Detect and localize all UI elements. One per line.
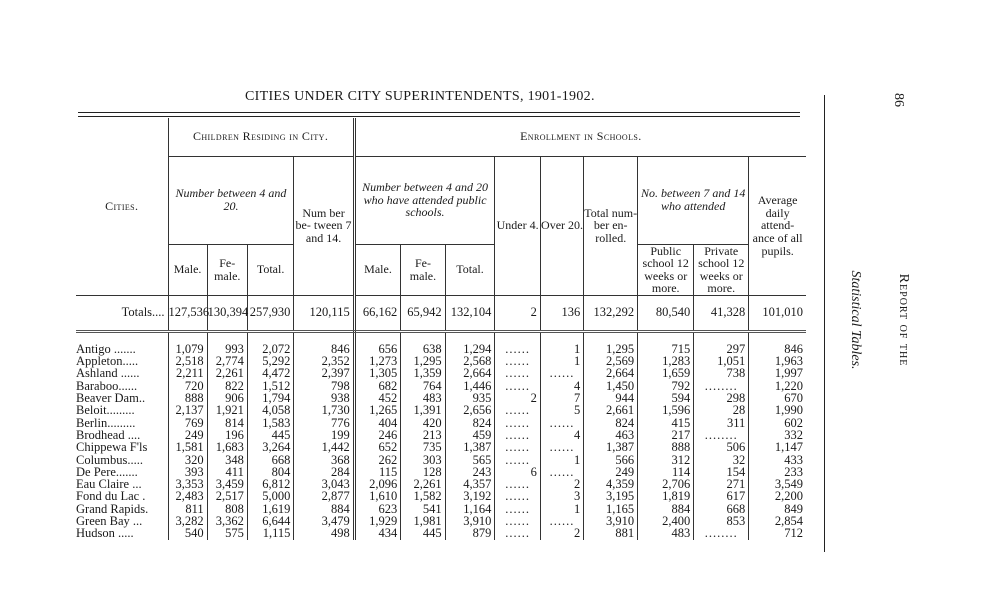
margin-rule [824,95,825,552]
table-cell: 670 [784,391,803,406]
city-name: Chippewa F'ls [76,441,168,453]
table-row [76,490,806,502]
totals-cell: 2 [495,295,540,331]
totals-cell: 130,394 [207,295,247,331]
table-cell: 4,359 [584,478,638,490]
table-cell: 2,200 [774,489,803,504]
table-cell: 652 [354,441,401,453]
table-cell: 312 [638,454,694,466]
table-cell: 738 [694,367,749,379]
table-cell: ........ [694,380,749,392]
page-number: 86 [891,93,906,107]
statistics-table [76,118,806,540]
table-cell: ...... [495,503,540,515]
city-name: Grand Rapids. [76,503,168,515]
table-cell: ...... [495,367,540,379]
table-cell: 2,261 [401,478,445,490]
table-cell: 4,058 [247,404,294,416]
table-cell: ...... [540,441,583,453]
table-cell: 1,265 [354,404,401,416]
table-cell: 434 [354,527,401,539]
table-cell: 271 [694,478,749,490]
table-cell: 944 [584,392,638,404]
table-cell: 196 [207,429,247,441]
table-cell: 682 [354,380,401,392]
table-cell: 320 [168,454,207,466]
table-cell: 3,192 [445,490,495,502]
table-cell: 4 [540,429,583,441]
table-cell: 2,706 [638,478,694,490]
table-cell: 249 [168,429,207,441]
table-cell: 1,512 [247,380,294,392]
table-cell: 888 [168,392,207,404]
table-cell: 2,137 [168,404,207,416]
table-cell: 128 [401,466,445,478]
table-cell: ...... [495,404,540,416]
table-cell: 1,446 [445,380,495,392]
table-cell: 2,517 [207,490,247,502]
table-cell: 483 [638,527,694,539]
table-cell: 668 [694,503,749,515]
table-cell: 459 [445,429,495,441]
table-cell: 5 [540,404,583,416]
table-cell: 4 [540,380,583,392]
table-cell: 3,479 [294,515,354,527]
table-cell: ...... [495,478,540,490]
city-name: Columbus..... [76,454,168,466]
header-no-7-14-attended: No. between 7 and 14 who attended [638,156,749,244]
totals-cell: 66,162 [354,295,401,331]
table-cell: 888 [638,441,694,453]
table-cell: ...... [495,527,540,539]
table-cell: 1,147 [774,440,803,455]
city-name: Berlin......... [76,417,168,429]
table-cell: 1 [540,355,583,367]
table-cell: 2,664 [584,367,638,379]
table-cell: 1,295 [584,343,638,355]
table-cell: 2,568 [445,355,495,367]
header-female: Fe- male. [207,244,247,295]
table-cell: 2,397 [294,367,354,379]
table-cell: ...... [495,429,540,441]
table-cell: 1,164 [445,503,495,515]
table-cell: 1,450 [584,380,638,392]
table-cell: 332 [784,427,803,442]
header-number-4-20: Number between 4 and 20. [168,156,294,244]
table-cell: 1,610 [354,490,401,502]
table-cell: 602 [784,415,803,430]
table-cell: 1,997 [774,366,803,381]
table-cell: 1,115 [247,527,294,539]
table-cell: 849 [784,501,803,516]
table-cell: 284 [294,466,354,478]
table-cell: 824 [584,417,638,429]
page-title: CITIES UNDER CITY SUPERINTENDENTS, 1901-1902. [245,89,595,104]
totals-cell: 101,010 [749,295,806,331]
totals-cell: 257,930 [247,295,294,331]
table-row [76,454,806,466]
table-cell: 2,569 [584,355,638,367]
table-cell: 1,305 [354,367,401,379]
table-cell: 1,819 [638,490,694,502]
city-name: Hudson ..... [76,527,168,539]
totals-cell: 80,540 [638,295,694,331]
totals-cell: 136 [540,295,583,331]
table-cell: 638 [401,343,445,355]
table-cell: 1,990 [774,403,803,418]
table-cell: 2 [540,527,583,539]
table-cell: 879 [445,527,495,539]
table-cell: 822 [207,380,247,392]
table-cell: 217 [638,429,694,441]
table-cell: 2,352 [294,355,354,367]
table-cell: 846 [294,343,354,355]
table-cell: 32 [694,454,749,466]
table-cell: 808 [207,503,247,515]
table-cell: 297 [694,343,749,355]
table-cell: 2,261 [207,367,247,379]
header-private-school: Private school 12 weeks or more. [694,244,749,295]
table-cell: ...... [495,490,540,502]
header-enrollment: Enrollment in Schools. [354,118,806,156]
table-cell: 1,294 [445,343,495,355]
table-cell: 1,442 [294,441,354,453]
totals-cell: 41,328 [694,295,749,331]
table-cell: 368 [294,454,354,466]
table-cell: 7 [540,392,583,404]
table-cell: 415 [638,417,694,429]
city-name: Ashland ...... [76,367,168,379]
table-cell: 1,582 [401,490,445,502]
table-cell: 1,581 [168,441,207,453]
table-cell: 115 [354,466,401,478]
table-cell: 303 [401,454,445,466]
totals-cell: 127,536 [168,295,207,331]
table-cell: 1 [540,454,583,466]
table-cell: 5,000 [247,490,294,502]
table-cell: 4,472 [247,367,294,379]
table-cell: ...... [495,454,540,466]
table-cell: 575 [207,527,247,539]
table-cell: 853 [694,515,749,527]
table-cell: 2,854 [774,514,803,529]
table-cell: 2,664 [445,367,495,379]
table-cell: 1,387 [445,441,495,453]
totals-cell: 65,942 [401,295,445,331]
header-total: Total. [247,244,294,295]
totals-label: Totals.... [76,295,168,331]
city-name: Beaver Dam.. [76,392,168,404]
table-row [76,404,806,416]
table-cell: 798 [294,380,354,392]
table-header [76,118,806,295]
table-cell: 764 [401,380,445,392]
table-cell: 3,195 [584,490,638,502]
table-body [76,295,806,539]
table-cell: 2,661 [584,404,638,416]
table-cell: 2,096 [354,478,401,490]
table-cell: 3 [540,490,583,502]
table-cell: 735 [401,441,445,453]
table-cell: 3,910 [584,515,638,527]
table-cell: 445 [247,429,294,441]
table-cell: 199 [294,429,354,441]
table-cell: 311 [694,417,749,429]
table-cell: ...... [495,380,540,392]
table-cell: 2 [540,478,583,490]
table-cell: 1,079 [168,343,207,355]
table-cell: 1 [540,503,583,515]
table-cell: 938 [294,392,354,404]
table-cell: 404 [354,417,401,429]
table-cell: 445 [401,527,445,539]
table-cell: 1,659 [638,367,694,379]
table-cell: ...... [540,417,583,429]
table-cell: 1,981 [401,515,445,527]
header-public-school: Public school 12 weeks or more. [638,244,694,295]
totals-cell: 132,292 [584,295,638,331]
side-caption-statistical-tables: Statistical Tables. [848,270,863,370]
table-cell: 1,220 [774,378,803,393]
table-cell: 2 [495,392,540,404]
table-cell: 298 [694,392,749,404]
table-cell: 2,518 [168,355,207,367]
table-cell: 776 [294,417,354,429]
city-name: Appleton..... [76,355,168,367]
table-cell: ...... [540,515,583,527]
table-cell: 1,583 [247,417,294,429]
table-cell: 3,282 [168,515,207,527]
title-rule-double [78,116,800,117]
table-cell: 5,292 [247,355,294,367]
side-caption-report: Report of the [896,273,911,367]
totals-cell: 120,115 [294,295,354,331]
header-female: Fe- male. [401,244,445,295]
header-total: Total. [445,244,495,295]
table-cell: 2,656 [445,404,495,416]
table-cell: 906 [207,392,247,404]
table-cell: 3,264 [247,441,294,453]
table-cell: 2,211 [168,367,207,379]
header-number-7-14: Num ber be- tween 7 and 14. [294,156,354,295]
table-cell: 846 [784,341,803,356]
table-cell: 769 [168,417,207,429]
table-cell: 1,921 [207,404,247,416]
totals-row [76,295,806,331]
table-cell: 617 [694,490,749,502]
city-name: Brodhead .... [76,429,168,441]
table-cell: 262 [354,454,401,466]
table-cell: 4,357 [445,478,495,490]
table-cell: 715 [638,343,694,355]
table-cell: 884 [638,503,694,515]
table-cell: 2,483 [168,490,207,502]
table-cell: 3,910 [445,515,495,527]
table-cell: 993 [207,343,247,355]
city-name: Baraboo...... [76,380,168,392]
table-cell: ...... [540,367,583,379]
table-cell: 720 [168,380,207,392]
table-cell: 3,362 [207,515,247,527]
table-cell: 804 [247,466,294,478]
table-cell: 249 [584,466,638,478]
table-cell: 884 [294,503,354,515]
table-cell: 233 [784,464,803,479]
table-cell: 1,387 [584,441,638,453]
table-cell: 393 [168,466,207,478]
table-cell: 1,391 [401,404,445,416]
table-cell: 114 [638,466,694,478]
table-cell: 881 [584,527,638,539]
table-cell: 1,273 [354,355,401,367]
header-male: Male. [354,244,401,295]
table-cell: 3,459 [207,478,247,490]
table-cell: 433 [784,452,803,467]
table-row [76,527,806,539]
table-cell: 811 [168,503,207,515]
header-cities: Cities. [76,118,168,295]
table-cell: 541 [401,503,445,515]
table-cell: 623 [354,503,401,515]
table-cell: ...... [495,343,540,355]
table-cell: 348 [207,454,247,466]
table-cell: 935 [445,392,495,404]
table-cell: 565 [445,454,495,466]
table-cell: 668 [247,454,294,466]
table-cell: 712 [784,526,803,541]
table-cell: 3,043 [294,478,354,490]
table-cell: 1,794 [247,392,294,404]
table-cell: 792 [638,380,694,392]
table-row [76,441,806,453]
table-cell: 463 [584,429,638,441]
table-cell: 2,774 [207,355,247,367]
table-row [76,367,806,379]
table-cell: 656 [354,343,401,355]
header-over-20: Over 20. [540,156,583,295]
header-total-enrolled: Total num- ber en- rolled. [584,156,638,295]
header-under-4: Under 4. [495,156,540,295]
table-cell: 1,929 [354,515,401,527]
title-rule [78,112,800,113]
table-cell: 411 [207,466,247,478]
table-cell: 1,165 [584,503,638,515]
table-cell: 3,549 [774,477,803,492]
header-average-daily: Average daily attend- ance of all pupils. [752,193,803,258]
table-cell: 1,359 [401,367,445,379]
table-cell: 1,963 [774,354,803,369]
table-cell: ...... [495,441,540,453]
header-attended-public: Number between 4 and 20 who have attended public schools. [354,156,495,244]
city-name: Green Bay ... [76,515,168,527]
table-cell: ...... [495,515,540,527]
table-cell: 1,619 [247,503,294,515]
table-cell: 3,353 [168,478,207,490]
table-cell: 420 [401,417,445,429]
table-cell: 1,295 [401,355,445,367]
city-name: Fond du Lac . [76,490,168,502]
table-cell: ...... [495,355,540,367]
table-cell: 6,644 [247,515,294,527]
city-name: Eau Claire ... [76,478,168,490]
table-cell: 1,683 [207,441,247,453]
table-cell: 483 [401,392,445,404]
table-cell: ........ [694,527,749,539]
table-cell: 6,812 [247,478,294,490]
table-cell: 1,051 [694,355,749,367]
table-cell: 246 [354,429,401,441]
table-cell: 213 [401,429,445,441]
table-cell: 594 [638,392,694,404]
table-cell: 452 [354,392,401,404]
table-cell: 243 [445,466,495,478]
table-cell: 498 [294,527,354,539]
table-cell: 824 [445,417,495,429]
table-cell: 1,283 [638,355,694,367]
city-name: De Pere....... [76,466,168,478]
header-male: Male. [168,244,207,295]
table-cell: 1,730 [294,404,354,416]
table-cell: 506 [694,441,749,453]
table-cell: ...... [495,417,540,429]
table-cell: 814 [207,417,247,429]
city-name: Antigo ....... [76,343,168,355]
table-cell: 540 [168,527,207,539]
city-name: Beloit......... [76,404,168,416]
table-cell: 566 [584,454,638,466]
totals-cell: 132,104 [445,295,495,331]
table-cell: 28 [694,404,749,416]
table-cell: 1,596 [638,404,694,416]
table-cell: 2,877 [294,490,354,502]
table-cell: 2,400 [638,515,694,527]
header-children-residing: Children Residing in City. [168,118,354,156]
table-cell: 154 [694,466,749,478]
table-cell: ...... [540,466,583,478]
table-cell: 2,072 [247,343,294,355]
table-cell: 6 [495,466,540,478]
table-cell: 1 [540,343,583,355]
table-cell: ........ [694,429,749,441]
